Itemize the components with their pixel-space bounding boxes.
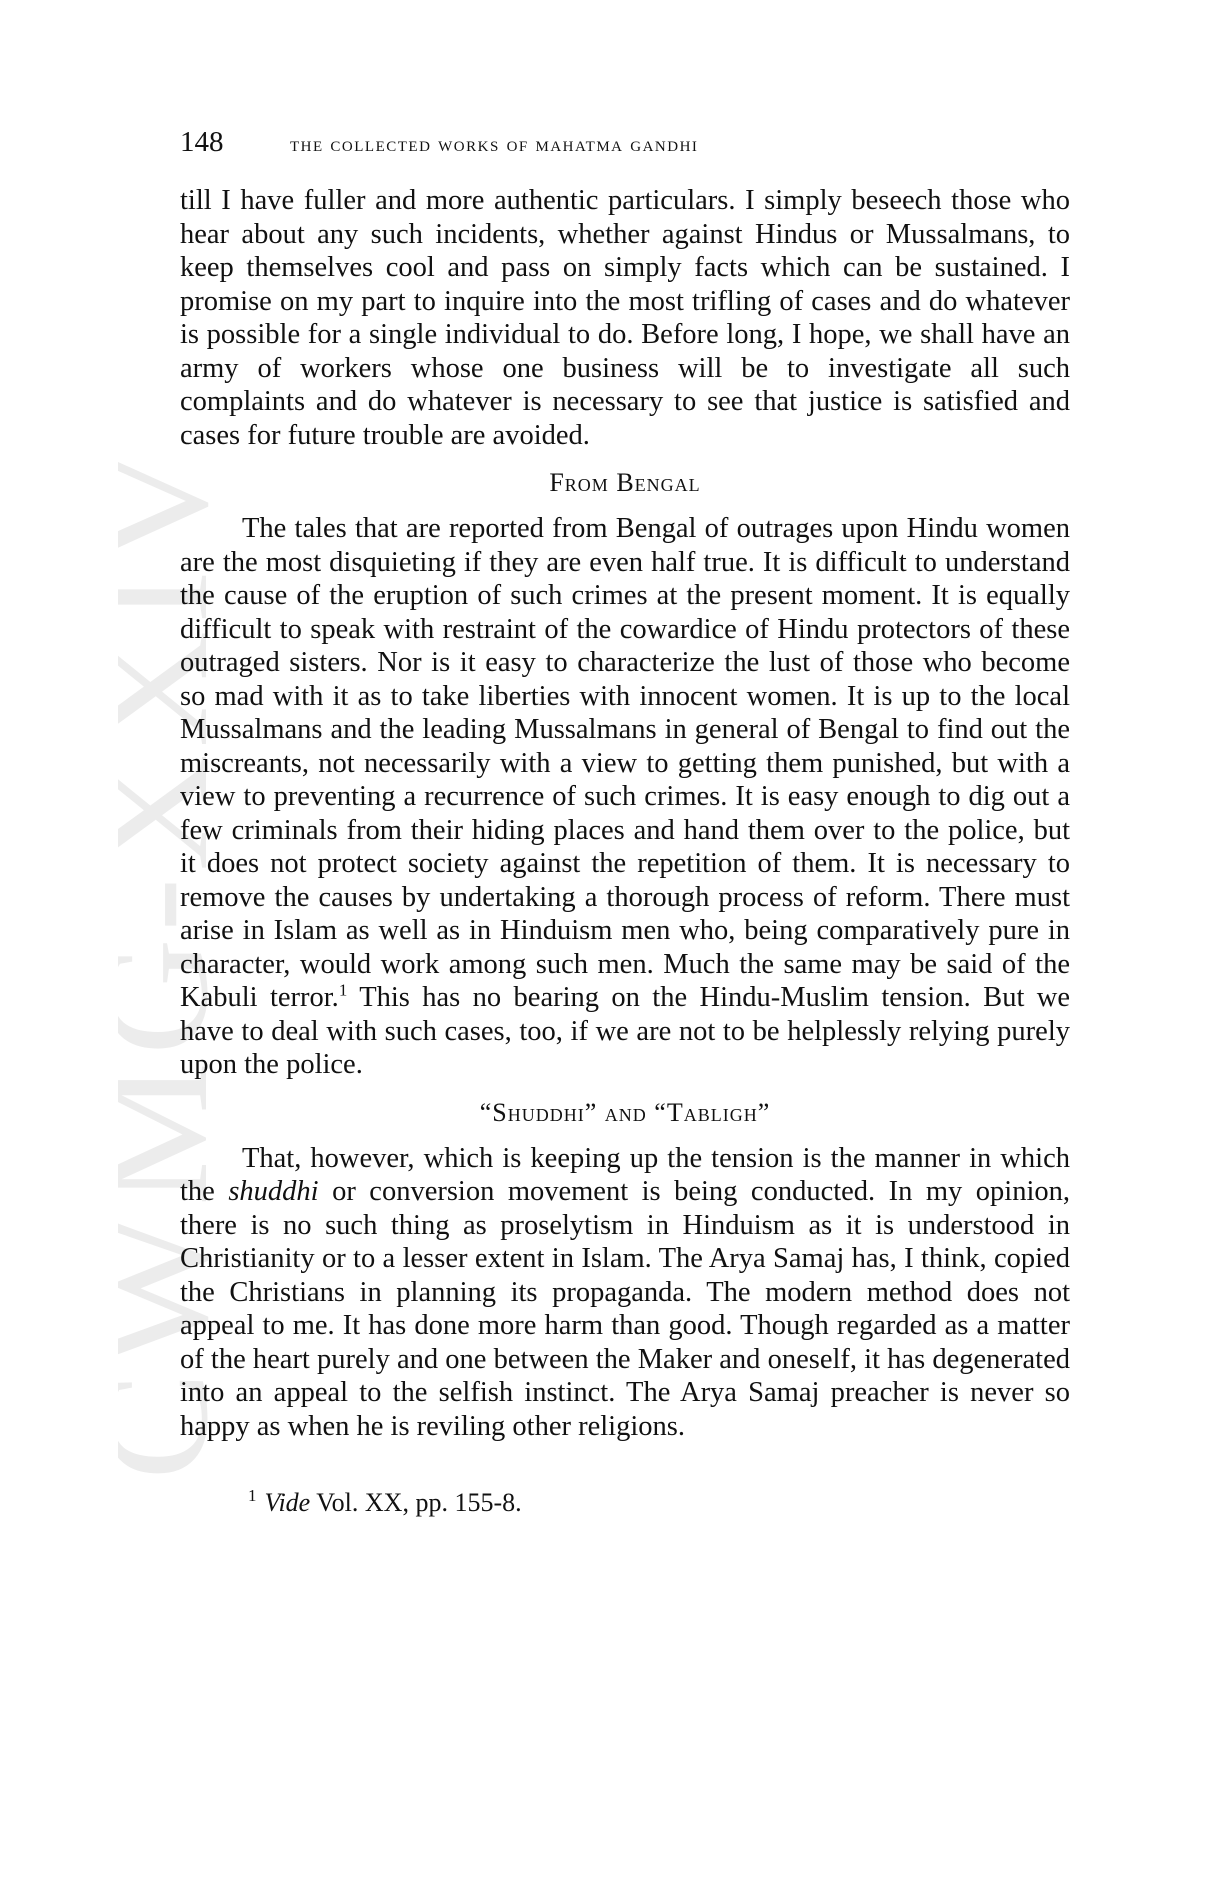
- paragraph-2-text-end: This has no bearing on the Hindu-Muslim tension. But we have to deal with such cases, too, if we are not to be helplessly relying purely upon the police.: [180, 982, 1070, 1080]
- running-head: [180, 126, 1070, 168]
- paragraph-3-text-b: or conversion movement is being conducted. In my opinion, there is no such thing as proselytism in Hinduism as it is understood in Christianity or to a lesser extent in Islam. The Arya Samaj has, I think, copied the Christians in planning its propaganda. The modern method does not appeal to me. It has done more harm than good. Though regarded as a matter of the heart purely and one between the Maker and oneself, it has degenerated into an appeal to the selfish instinct. The Arya Samaj preacher is never so happy as when he is reviling other religions.: [180, 1176, 1070, 1442]
- paragraph-3: [180, 1142, 1070, 1444]
- footnote-marker: 1: [248, 1486, 257, 1506]
- page: [180, 126, 1070, 1519]
- watermark-text: CWMG-XXIV: [118, 517, 238, 1480]
- section-heading-shuddhi-tabligh: “Shuddhi” and “Tabligh”: [479, 1097, 771, 1127]
- paragraph-1: till I have fuller and more authentic particulars. I simply beseech those who hear about any such incidents, whether against Hindus or Mussalmans, to keep themselves cool and pass on simply facts which can be sustained. I promise on my part to inquire into the most trifling of cases and do whatever is possible for a single individual to do. Before long, I hope, we shall have an army of workers whose one business will be to investigate all such complaints and do whatever is necessary to see that justice is satisfied and cases for future trouble are avoided.: [180, 185, 1070, 451]
- section-heading-from-bengal: From Bengal: [549, 468, 701, 497]
- paragraph-2-text: The tales that are reported from Bengal of outrages upon Hindu women are the most disquieting if they are even half true. It is difficult to understand the cause of the eruption of such crimes at the present moment. It is equally difficult to speak with restraint of the cowardice of Hindu protectors of these outraged sisters. Nor is it easy to characterize the lust of those who become so mad with it as to take liberties with innocent women. It is up to the local Mussalmans and the leading Mussalmans in general of Bengal to find out the miscreants, not necessarily with a view to getting them punished, but with a view to preventing a recurrence of such crimes. It is easy enough to dig out a few criminals from their hiding places and hand them over to the police, but it does not protect society against the repetition of them. It is necessary to remove the causes by undertaking a thorough process of reform. There must arise in Islam as well as in Hinduism men who, being comparatively pure in character, would work among such men. Much the same may be said of the Kabuli terror.: [180, 513, 1070, 1013]
- footnote-text: Vol. XX, pp. 155-8.: [310, 1488, 522, 1517]
- footnote-reference[interactable]: 1: [338, 980, 348, 1000]
- page-number: 148: [180, 126, 224, 158]
- paragraph-2: [180, 512, 1070, 1082]
- running-title: the collected works of mahatma gandhi: [290, 132, 699, 156]
- paragraph-3-text-a: That, however, which is keeping up the tension is the manner in which the: [180, 1142, 1070, 1207]
- footnote: [180, 1487, 1070, 1519]
- footnote-italic: Vide: [264, 1488, 311, 1517]
- paragraph-3-italic-term: shuddhi: [228, 1176, 319, 1207]
